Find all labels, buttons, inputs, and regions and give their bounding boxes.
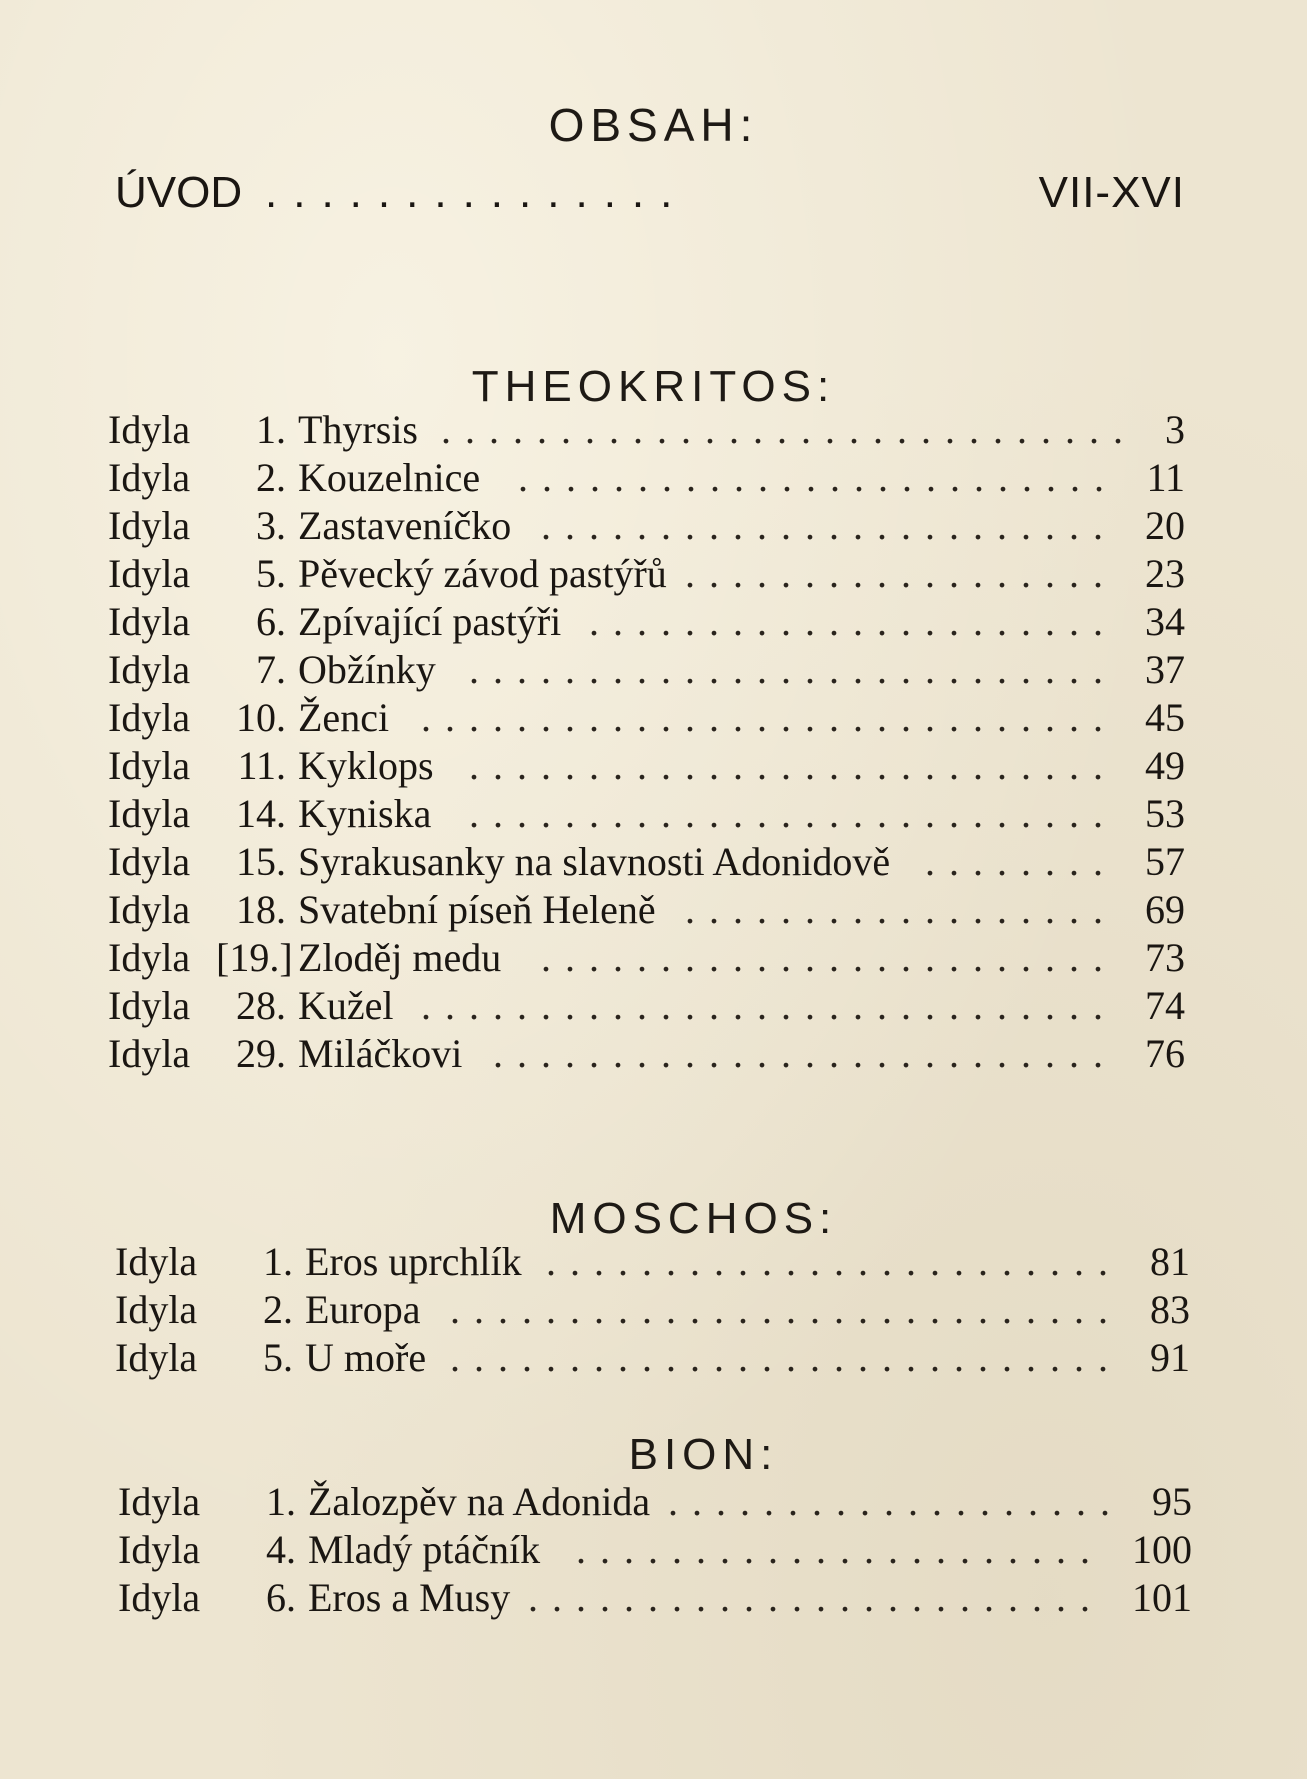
entry-page: 91: [1150, 1335, 1190, 1380]
entry-page: 57: [1145, 839, 1185, 884]
toc-intro-entry: [115, 168, 1185, 228]
entry-number: 4.: [266, 1527, 296, 1572]
entry-title: Obžínky: [298, 647, 436, 692]
entry-number: 5.: [263, 1335, 293, 1380]
entry-label: Idyla: [108, 599, 191, 644]
entry-number: 14.: [236, 791, 286, 836]
dot-leader: .............................: [441, 407, 1137, 452]
toc-entry: [108, 932, 1185, 984]
dot-leader: ..................: [685, 887, 1117, 932]
toc-entry: [108, 548, 1185, 600]
entry-number: 29.: [236, 1031, 286, 1076]
dot-leader: ........................: [541, 503, 1117, 548]
entry-page: 45: [1145, 695, 1185, 740]
dot-leader: ........................: [541, 935, 1117, 980]
entry-page: 81: [1150, 1239, 1190, 1284]
entry-page: 73: [1145, 935, 1185, 980]
entry-number: 3.: [256, 503, 286, 548]
entry-page: 34: [1145, 599, 1185, 644]
entry-number: 1.: [263, 1239, 293, 1284]
entry-label: Idyla: [115, 1239, 198, 1284]
dot-leader: ........: [925, 839, 1117, 884]
entry-page: 74: [1145, 983, 1185, 1028]
entry-title: U moře: [305, 1335, 427, 1380]
entry-label: Idyla: [118, 1527, 201, 1572]
toc-entry: [108, 980, 1185, 1032]
dot-leader: ............................: [450, 1287, 1122, 1332]
entry-number: 10.: [236, 695, 286, 740]
entry-title: Mladý ptáčník: [308, 1527, 541, 1572]
toc-entry: [108, 452, 1185, 504]
toc-entry: [108, 596, 1185, 648]
entry-label: Idyla: [118, 1575, 201, 1620]
entry-title: Eros a Musy: [308, 1575, 511, 1620]
intro-label: ÚVOD: [115, 168, 243, 217]
entry-title: Zloděj medu: [298, 935, 502, 980]
section-heading-theokritos: THEOKRITOS:: [471, 362, 836, 411]
entry-title: Kyniska: [298, 791, 432, 836]
entry-page: 95: [1152, 1479, 1192, 1524]
toc-entry: [108, 692, 1185, 744]
entry-label: Idyla: [115, 1287, 198, 1332]
dot-leader: ...........................: [469, 743, 1117, 788]
entry-title: Syrakusanky na slavnosti Adonidově: [298, 839, 891, 884]
entry-page: 23: [1145, 551, 1185, 596]
toc-entry: [115, 1284, 1190, 1336]
entry-label: Idyla: [115, 1335, 198, 1380]
entry-label: Idyla: [108, 743, 191, 788]
entry-number: [19.]: [216, 935, 293, 980]
dot-leader: ..................: [685, 551, 1117, 596]
toc-entry: [108, 740, 1185, 792]
dot-leader: ...........................: [469, 791, 1117, 836]
entry-number: 7.: [256, 647, 286, 692]
entry-title: Zastaveníčko: [298, 503, 512, 548]
toc-entry: [115, 1236, 1190, 1288]
toc-entry: [118, 1524, 1192, 1576]
intro-page-range: VII-XVI: [1038, 168, 1185, 217]
entry-label: Idyla: [108, 1031, 191, 1076]
toc-entry: [108, 788, 1185, 840]
entry-page: 20: [1145, 503, 1185, 548]
toc-entry: [108, 836, 1185, 888]
entry-label: Idyla: [108, 935, 191, 980]
dot-leader: ........................: [546, 1239, 1122, 1284]
dot-leader: .............................: [421, 983, 1117, 1028]
toc-entry: [118, 1476, 1192, 1528]
entry-title: Thyrsis: [298, 407, 418, 452]
toc-entry: [118, 1572, 1192, 1624]
toc-entry: [115, 1332, 1190, 1384]
entry-number: 18.: [236, 887, 286, 932]
entry-number: 2.: [263, 1287, 293, 1332]
toc-entry: [108, 884, 1185, 936]
toc-entry: [108, 500, 1185, 552]
entry-number: 15.: [236, 839, 286, 884]
dot-leader: ..........................: [493, 1031, 1117, 1076]
entry-title: Pěvecký závod pastýřů: [298, 551, 667, 596]
entry-title: Kužel: [298, 983, 394, 1028]
entry-page: 49: [1145, 743, 1185, 788]
entry-page: 101: [1132, 1575, 1192, 1620]
section-heading-bion: BION:: [628, 1430, 779, 1479]
entry-title: Europa: [305, 1287, 421, 1332]
entry-title: Kouzelnice: [298, 455, 481, 500]
entry-title: Žalozpěv na Adonida: [308, 1479, 651, 1524]
entry-label: Idyla: [108, 695, 191, 740]
dot-leader: .............................: [421, 695, 1117, 740]
entry-number: 1.: [256, 407, 286, 452]
entry-label: Idyla: [108, 839, 191, 884]
entry-title: Kyklops: [298, 743, 434, 788]
dot-leader: .........................: [518, 455, 1118, 500]
toc-entry: [108, 1028, 1185, 1080]
entry-label: Idyla: [108, 647, 191, 692]
entry-number: 2.: [256, 455, 286, 500]
entry-page: 69: [1145, 887, 1185, 932]
dot-leader: ...................: [668, 1479, 1124, 1524]
dot-leader: ......................: [576, 1527, 1104, 1572]
entry-label: Idyla: [108, 503, 191, 548]
entry-label: Idyla: [108, 983, 191, 1028]
entry-title: Zpívající pastýři: [298, 599, 562, 644]
entry-title: Eros uprchlík: [305, 1239, 522, 1284]
entry-label: Idyla: [108, 407, 191, 452]
dot-leader: ........................: [528, 1575, 1104, 1620]
entry-label: Idyla: [108, 551, 191, 596]
entry-label: Idyla: [118, 1479, 201, 1524]
dot-leader: ...............: [265, 168, 689, 217]
entry-title: Ženci: [298, 695, 390, 740]
entry-page: 11: [1146, 455, 1185, 500]
entry-number: 6.: [266, 1575, 296, 1620]
entry-label: Idyla: [108, 791, 191, 836]
entry-page: 37: [1145, 647, 1185, 692]
entry-label: Idyla: [108, 455, 191, 500]
entry-number: 5.: [256, 551, 286, 596]
entry-title: Miláčkovi: [298, 1031, 463, 1076]
page-title: OBSAH:: [548, 99, 759, 151]
entry-page: 76: [1145, 1031, 1185, 1076]
entry-page: 83: [1150, 1287, 1190, 1332]
entry-page: 100: [1132, 1527, 1192, 1572]
entry-number: 6.: [256, 599, 286, 644]
entry-number: 11.: [237, 743, 286, 788]
entry-number: 1.: [266, 1479, 296, 1524]
dot-leader: ...........................: [469, 647, 1117, 692]
entry-page: 53: [1145, 791, 1185, 836]
dot-leader: ............................: [450, 1335, 1122, 1380]
entry-title: Svatební píseň Heleně: [298, 887, 656, 932]
entry-label: Idyla: [108, 887, 191, 932]
entry-number: 28.: [236, 983, 286, 1028]
toc-entry: [108, 644, 1185, 696]
entry-page: 3: [1165, 407, 1185, 452]
dot-leader: ......................: [589, 599, 1117, 644]
section-heading-moschos: MOSCHOS:: [549, 1194, 838, 1243]
toc-entry: [108, 404, 1185, 456]
